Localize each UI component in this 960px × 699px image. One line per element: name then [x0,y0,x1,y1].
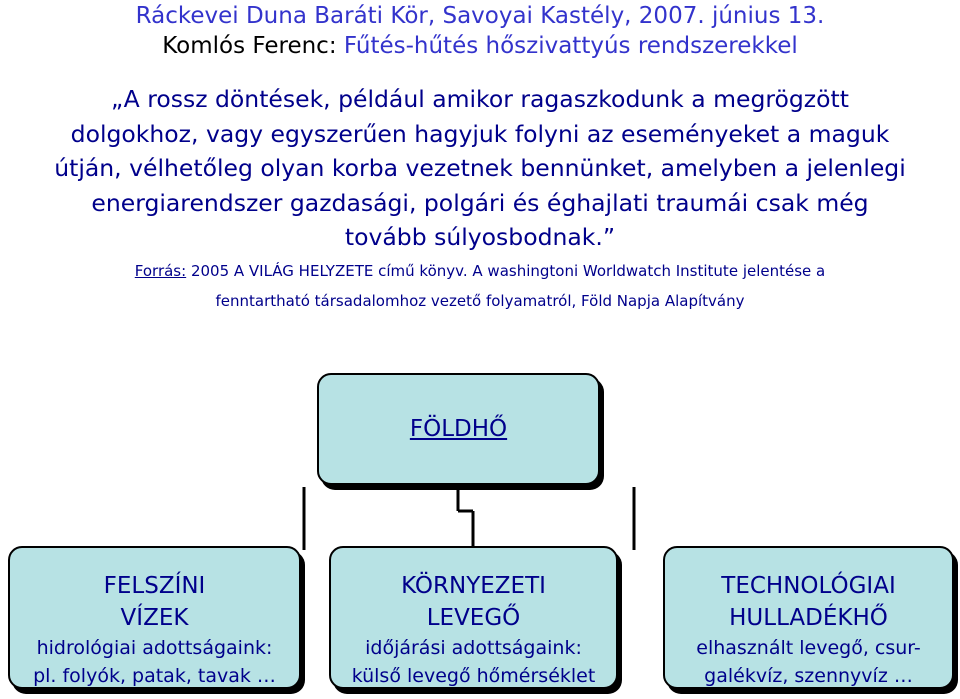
source-line-2: fenntartható társadalomhoz vezető folyamatról, Föld Napja Alapítvány [215,292,745,310]
quote-line: tovább súlyosbodnak.” [344,223,616,251]
foldho-label: FÖLDHŐ [409,416,508,442]
ambient-air-desc-1: időjárási adottságaink: [365,637,582,659]
ambient-air-desc-2: külső levegő hőmérséklet [351,665,596,687]
quote-line: útján, vélhetőleg olyan korba vezetnek bennünket, amelyben a jelenlegi [54,154,906,182]
ambient-air-title-2: LEVEGŐ [426,605,521,631]
waste-heat-desc-2: galékvíz, szennyvíz … [704,665,913,687]
surface-water-desc-1: hidrológiai adottságaink: [36,637,273,659]
ambient-air-box [329,546,618,689]
quote-line: energiarendszer gazdasági, polgári és éghajlati traumái csak még [91,188,869,217]
surface-water-title-2: VÍZEK [120,605,189,631]
source-label: Forrás: [134,262,187,280]
source-line-1: 2005 A VILÁG HELYZETE című könyv. A washingtoni Worldwatch Institute jelentése a [186,262,826,280]
surface-water-desc-2: pl. folyók, patak, tavak … [33,665,276,687]
waste-heat-title-2: HULLADÉKHŐ [729,605,888,631]
author: Komlós Ferenc: [162,33,344,59]
foldho-box [317,373,600,485]
waste-heat-title-1: TECHNOLÓGIAI [721,573,896,599]
header-title: Ráckevei Duna Baráti Kör, Savoyai Kastély, 2007. június 13. [135,3,825,29]
surface-water-title-1: FELSZÍNI [103,573,206,599]
topic: Fűtés-hűtés hőszivattyús rendszerekkel [343,33,798,59]
waste-heat-box [663,546,954,689]
ambient-air-title-1: KÖRNYEZETI [401,573,546,599]
waste-heat-desc-1: elhasznált levegő, csur- [696,637,921,659]
quote-line: „A rossz döntések, például amikor ragaszkodunk a megrögzött [111,85,849,113]
quote-line: dolgokhoz, vagy egyszerűen hagyjuk folyni az eseményeket a maguk [70,119,890,148]
surface-water-box [8,546,301,689]
